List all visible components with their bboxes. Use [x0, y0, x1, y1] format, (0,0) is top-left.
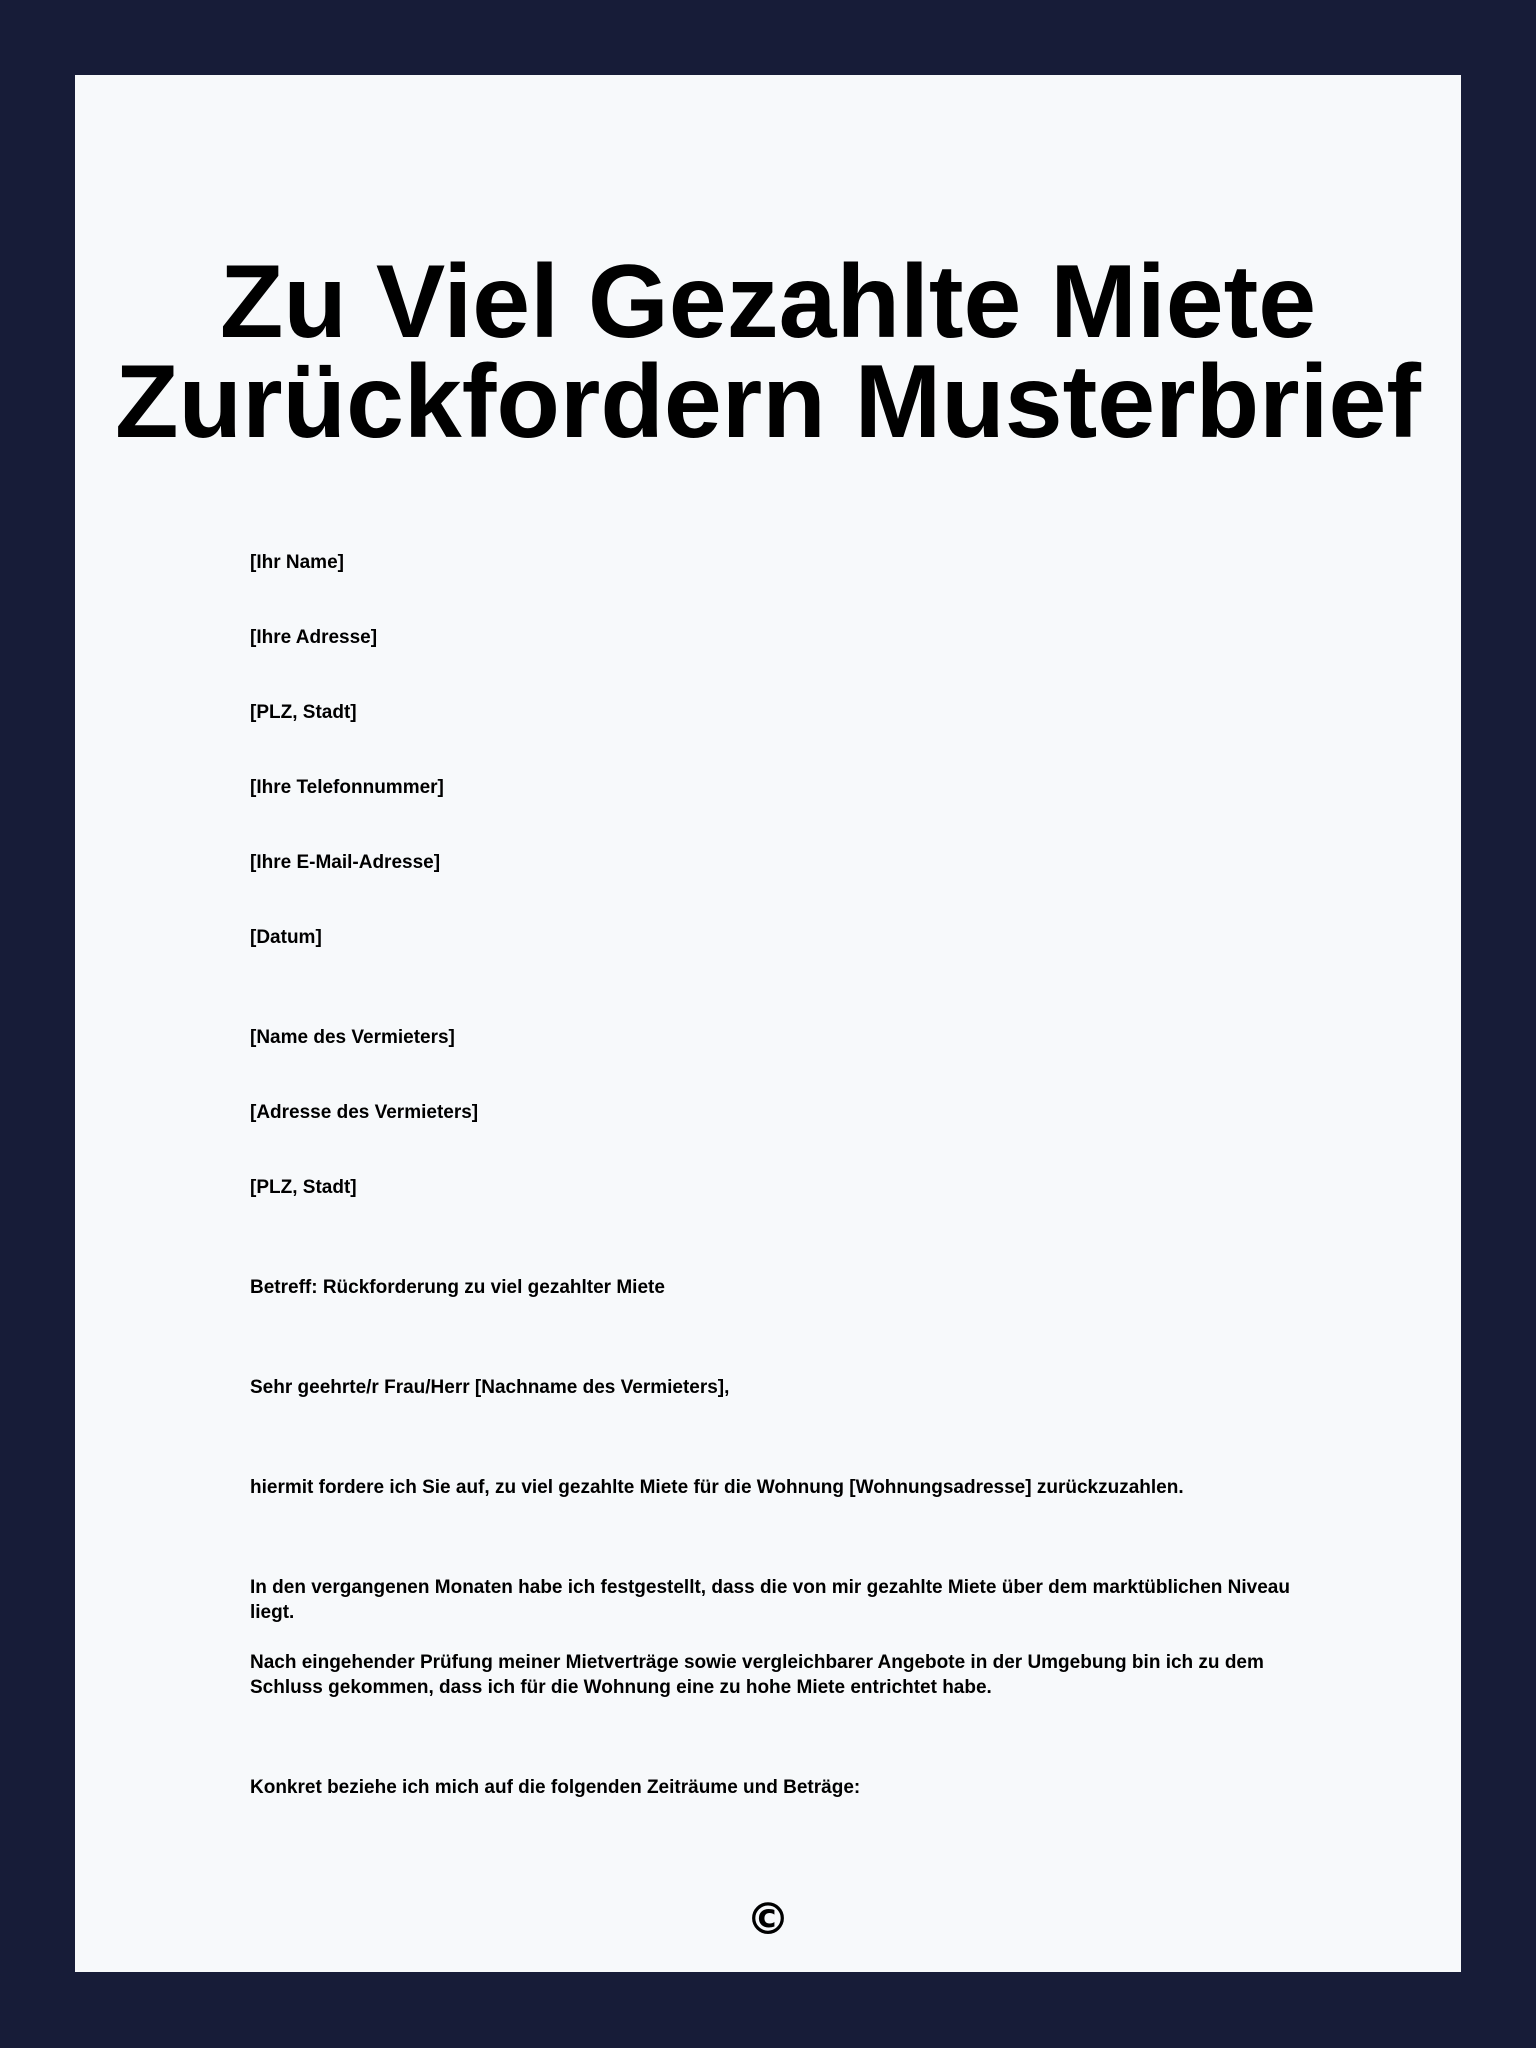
document-page: [75, 75, 1461, 1972]
copyright-icon: ©: [746, 1894, 790, 1945]
letter-paragraph-3: Konkret beziehe ich mich auf die folgenden Zeiträume und Beträge:: [250, 1777, 861, 1798]
sender-zip-city: [PLZ, Stadt]: [250, 702, 357, 723]
letter-subject: Betreff: Rückforderung zu viel gezahlter Miete: [250, 1277, 665, 1298]
letter-salutation: Sehr geehrte/r Frau/Herr [Nachname des Vermieters],: [250, 1377, 730, 1398]
letter-intro: hiermit fordere ich Sie auf, zu viel gezahlte Miete für die Wohnung [Wohnungsadresse] zurückzuzahlen.: [250, 1477, 1184, 1498]
sender-name: [Ihr Name]: [250, 552, 344, 573]
letter-date: [Datum]: [250, 927, 322, 948]
document-title: Zu Viel Gezahlte Miete Zurückfordern Musterbrief: [115, 244, 1421, 460]
recipient-name: [Name des Vermieters]: [250, 1027, 455, 1048]
recipient-address: [Adresse des Vermieters]: [250, 1102, 479, 1123]
sender-address: [Ihre Adresse]: [250, 627, 378, 648]
sender-phone: [Ihre Telefonnummer]: [250, 777, 444, 798]
sender-email: [Ihre E-Mail-Adresse]: [250, 852, 441, 873]
recipient-zip-city: [PLZ, Stadt]: [250, 1177, 357, 1198]
letter-paragraph-1: In den vergangenen Monaten habe ich festgestellt, dass die von mir gezahlte Miete über dem marktüblichen Niveau liegt.: [250, 1577, 1290, 1623]
letter-paragraph-2: Nach eingehender Prüfung meiner Mietverträge sowie vergleichbarer Angebote in der Umgebung bin ich zu dem Schluss gekommen, dass ich für die Wohnung eine zu hohe Miete entrichtet habe.: [250, 1652, 1264, 1698]
